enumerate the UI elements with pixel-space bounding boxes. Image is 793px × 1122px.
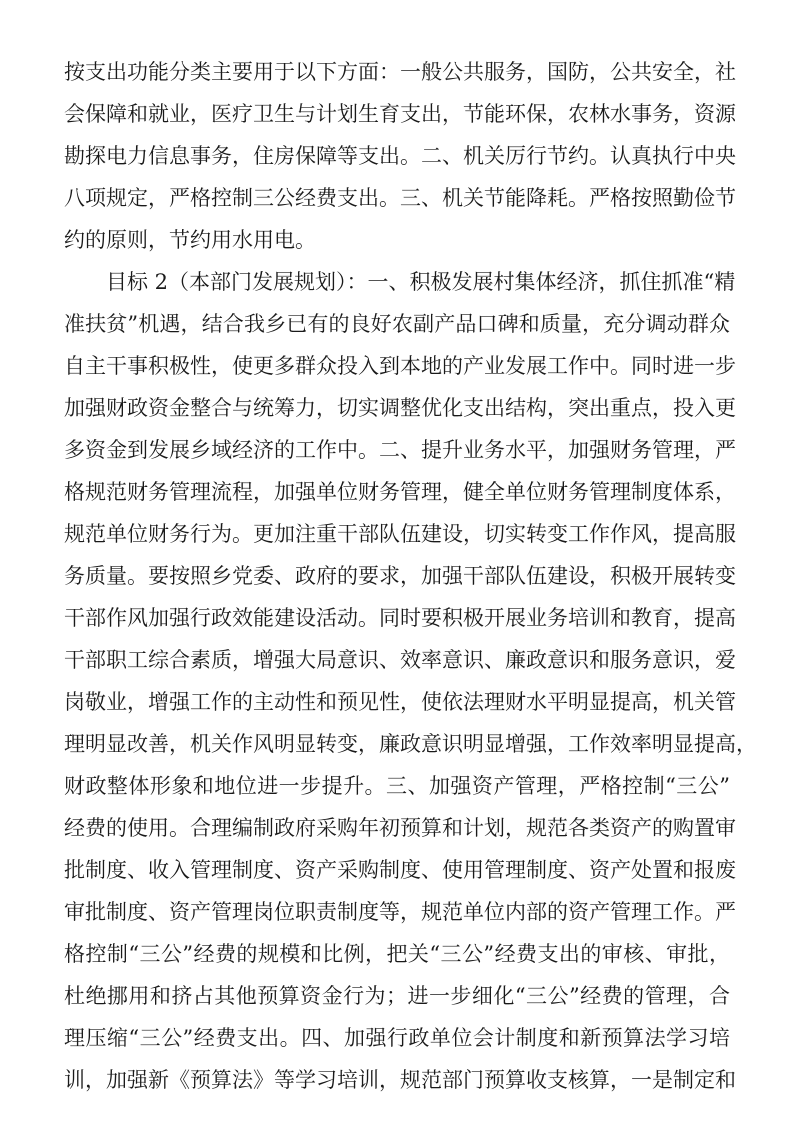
paragraph2-line-15: 批制度、收入管理制度、资产采购制度、使用管理制度、资产处置和报废 — [64, 858, 736, 882]
paragraph2-line-11: 岗敬业，增强工作的主动性和预见性，使依法理财水平明显提高，机关管 — [64, 690, 736, 714]
paragraph1-line-5: 约的原则，节约用水用电。 — [64, 228, 316, 252]
paragraph1-line-3: 勘探电力信息事务，住房保障等支出。二、机关厉行节约。认真执行中央 — [64, 144, 736, 168]
paragraph2-line-7: 规范单位财务行为。更加注重干部队伍建设，切实转变工作作风，提高服 — [64, 522, 736, 546]
paragraph2-line-6: 格规范财务管理流程，加强单位财务管理，健全单位财务管理制度体系， — [64, 480, 736, 504]
paragraph2-line-16: 审批制度、资产管理岗位职责制度等，规范单位内部的资产管理工作。严 — [64, 900, 736, 924]
paragraph2-line-12: 理明显改善，机关作风明显转变，廉政意识明显增强，工作效率明显提高， — [64, 732, 757, 756]
paragraph1-line-1: 按支出功能分类主要用于以下方面：一般公共服务，国防，公共安全，社 — [64, 60, 736, 84]
paragraph2-line-18: 杜绝挪用和挤占其他预算资金行为；进一步细化“三公”经费的管理，合 — [64, 984, 730, 1008]
paragraph2-line-17: 格控制“三公”经费的规模和比例，把关“三公”经费支出的审核、审批， — [64, 942, 730, 966]
paragraph2-line-19: 理压缩“三公”经费支出。四、加强行政单位会计制度和新预算法学习培 — [64, 1026, 730, 1050]
paragraph2-line-10: 干部职工综合素质，增强大局意识、效率意识、廉政意识和服务意识，爱 — [64, 648, 736, 672]
paragraph2-line-13: 财政整体形象和地位进一步提升。三、加强资产管理，严格控制“三公” — [64, 774, 730, 798]
paragraph2-line-9: 干部作风加强行政效能建设活动。同时要积极开展业务培训和教育，提高 — [64, 606, 736, 630]
paragraph2-line-4: 加强财政资金整合与统筹力，切实调整优化支出结构，突出重点，投入更 — [64, 396, 736, 420]
paragraph2-line-8: 务质量。要按照乡党委、政府的要求，加强干部队伍建设，积极开展转变 — [64, 564, 736, 588]
paragraph1-line-2: 会保障和就业，医疗卫生与计划生育支出，节能环保，农林水事务，资源 — [64, 102, 736, 126]
paragraph2-line-14: 经费的使用。合理编制政府采购年初预算和计划，规范各类资产的购置审 — [64, 816, 736, 840]
paragraph2-line-2: 准扶贫”机遇，结合我乡已有的良好农副产品口碑和质量，充分调动群众 — [64, 312, 730, 336]
paragraph2-line-3: 自主干事积极性，使更多群众投入到本地的产业发展工作中。同时进一步 — [64, 354, 736, 378]
paragraph2-line-20: 训，加强新《预算法》等学习培训，规范部门预算收支核算，一是制定和 — [64, 1068, 736, 1092]
paragraph2-line-5: 多资金到发展乡域经济的工作中。二、提升业务水平，加强财务管理，严 — [64, 438, 736, 462]
paragraph2-line-1: 目标 2（本部门发展规划）：一、积极发展村集体经济，抓住抓准“精 — [106, 270, 736, 294]
paragraph1-line-4: 八项规定，严格控制三公经费支出。三、机关节能降耗。严格按照勤俭节 — [64, 186, 736, 210]
